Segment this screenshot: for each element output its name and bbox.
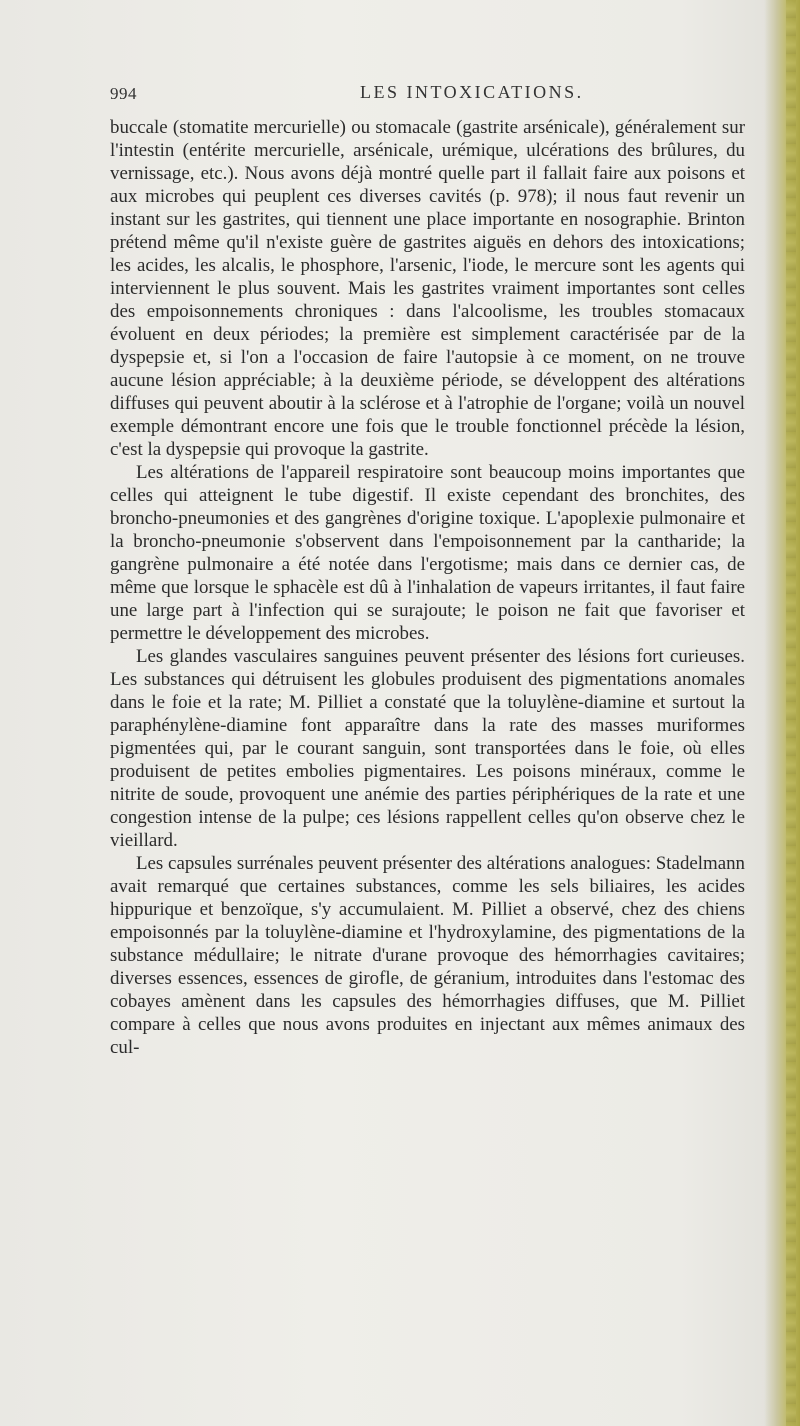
page-header <box>110 80 750 104</box>
page-number: 994 <box>110 84 137 103</box>
paragraph: Les capsules surrénales peuvent présenter des altérations analogues: Stadelmann avait remarqué que certaines substances, comme les sels biliaires, les acides hippurique et benzoïque, s'y accumulaient. M. Pilliet a observé, chez des chiens empoisonnés par la toluylène-diamine et l'hydroxylamine, des pigmentations de la substance médullaire; le nitrate d'urane provoque des hémorrhagies cavitaires; diverses essences, essences de girofle, de géranium, introduites dans l'estomac des cobayes amènent dans les capsules des hémorrhagies diffuses, que M. Pilliet compare à celles que nous avons produites en injectant aux mêmes animaux des cul- <box>110 853 745 1058</box>
page-edge-shadow <box>764 0 800 1426</box>
paragraph: Les altérations de l'appareil respiratoire sont beaucoup moins importantes que celles qui atteignent le tube digestif. Il existe cependant des bronchites, des broncho-pneumonies et des gangrènes d'origine toxique. L'apoplexie pulmonaire et la broncho-pneumonie s'observent dans l'empoisonnement par la cantharide; la gangrène pulmonaire a été notée dans l'ergotisme; mais dans ce dernier cas, de même que lorsque le sphacèle est dû à l'inhalation de vapeurs irritantes, il faut faire une large part à l'infection qui se surajoute; le poison ne fait que favoriser et permettre le développement des microbes. <box>110 462 745 644</box>
paragraph: buccale (stomatite mercurielle) ou stomacale (gastrite arsénicale), généralement sur l'intestin (entérite mercurielle, arsénicale, urémique, ulcérations des brûlures, du vernissage, etc.). Nous avons déjà montré quelle part il fallait faire aux poisons et aux microbes qui peuplent ces diverses cavités (p. 978); il nous faut revenir un instant sur les gastrites, qui tiennent une place importante en nosographie. Brinton prétend même qu'il n'existe guère de gastrites aiguës en dehors des intoxications; les acides, les alcalis, le phosphore, l'arsenic, l'iode, le mercure sont les agents qui interviennent le plus souvent. Mais les gastrites vraiment importantes sont celles des empoisonnements chroniques : dans l'alcoolisme, les troubles stomacaux évoluent en deux périodes; la première est simplement caractérisée par de la dyspepsie et, si l'on a l'occasion de faire l'autopsie à ce moment, on ne trouve aucune lésion appréciable; à la deuxième période, se développent des altérations diffuses qui peuvent aboutir à la sclérose et à l'atrophie de l'organe; voilà un nouvel exemple démontrant encore une fois que le trouble fonctionnel précède la lésion, c'est la dyspepsie qui provoque la gastrite. <box>110 117 745 460</box>
paragraph: Les glandes vasculaires sanguines peuvent présenter des lésions fort curieuses. Les substances qui détruisent les globules produisent des pigmentations anomales dans le foie et la rate; M. Pilliet a constaté que la toluylène-diamine et surtout la paraphénylène-diamine font apparaître dans la rate des masses muriformes pigmentées qui, par le courant sanguin, sont transportées dans le foie, où elles produisent de petites embolies pigmentaires. Les poisons minéraux, comme le nitrite de soude, provoquent une anémie des parties périphériques de la rate et une congestion intense de la pulpe; ces lésions rappellent celles qu'on observe chez le vieillard. <box>110 646 745 851</box>
body-text <box>110 116 745 1059</box>
running-title: LES INTOXICATIONS. <box>360 82 584 102</box>
